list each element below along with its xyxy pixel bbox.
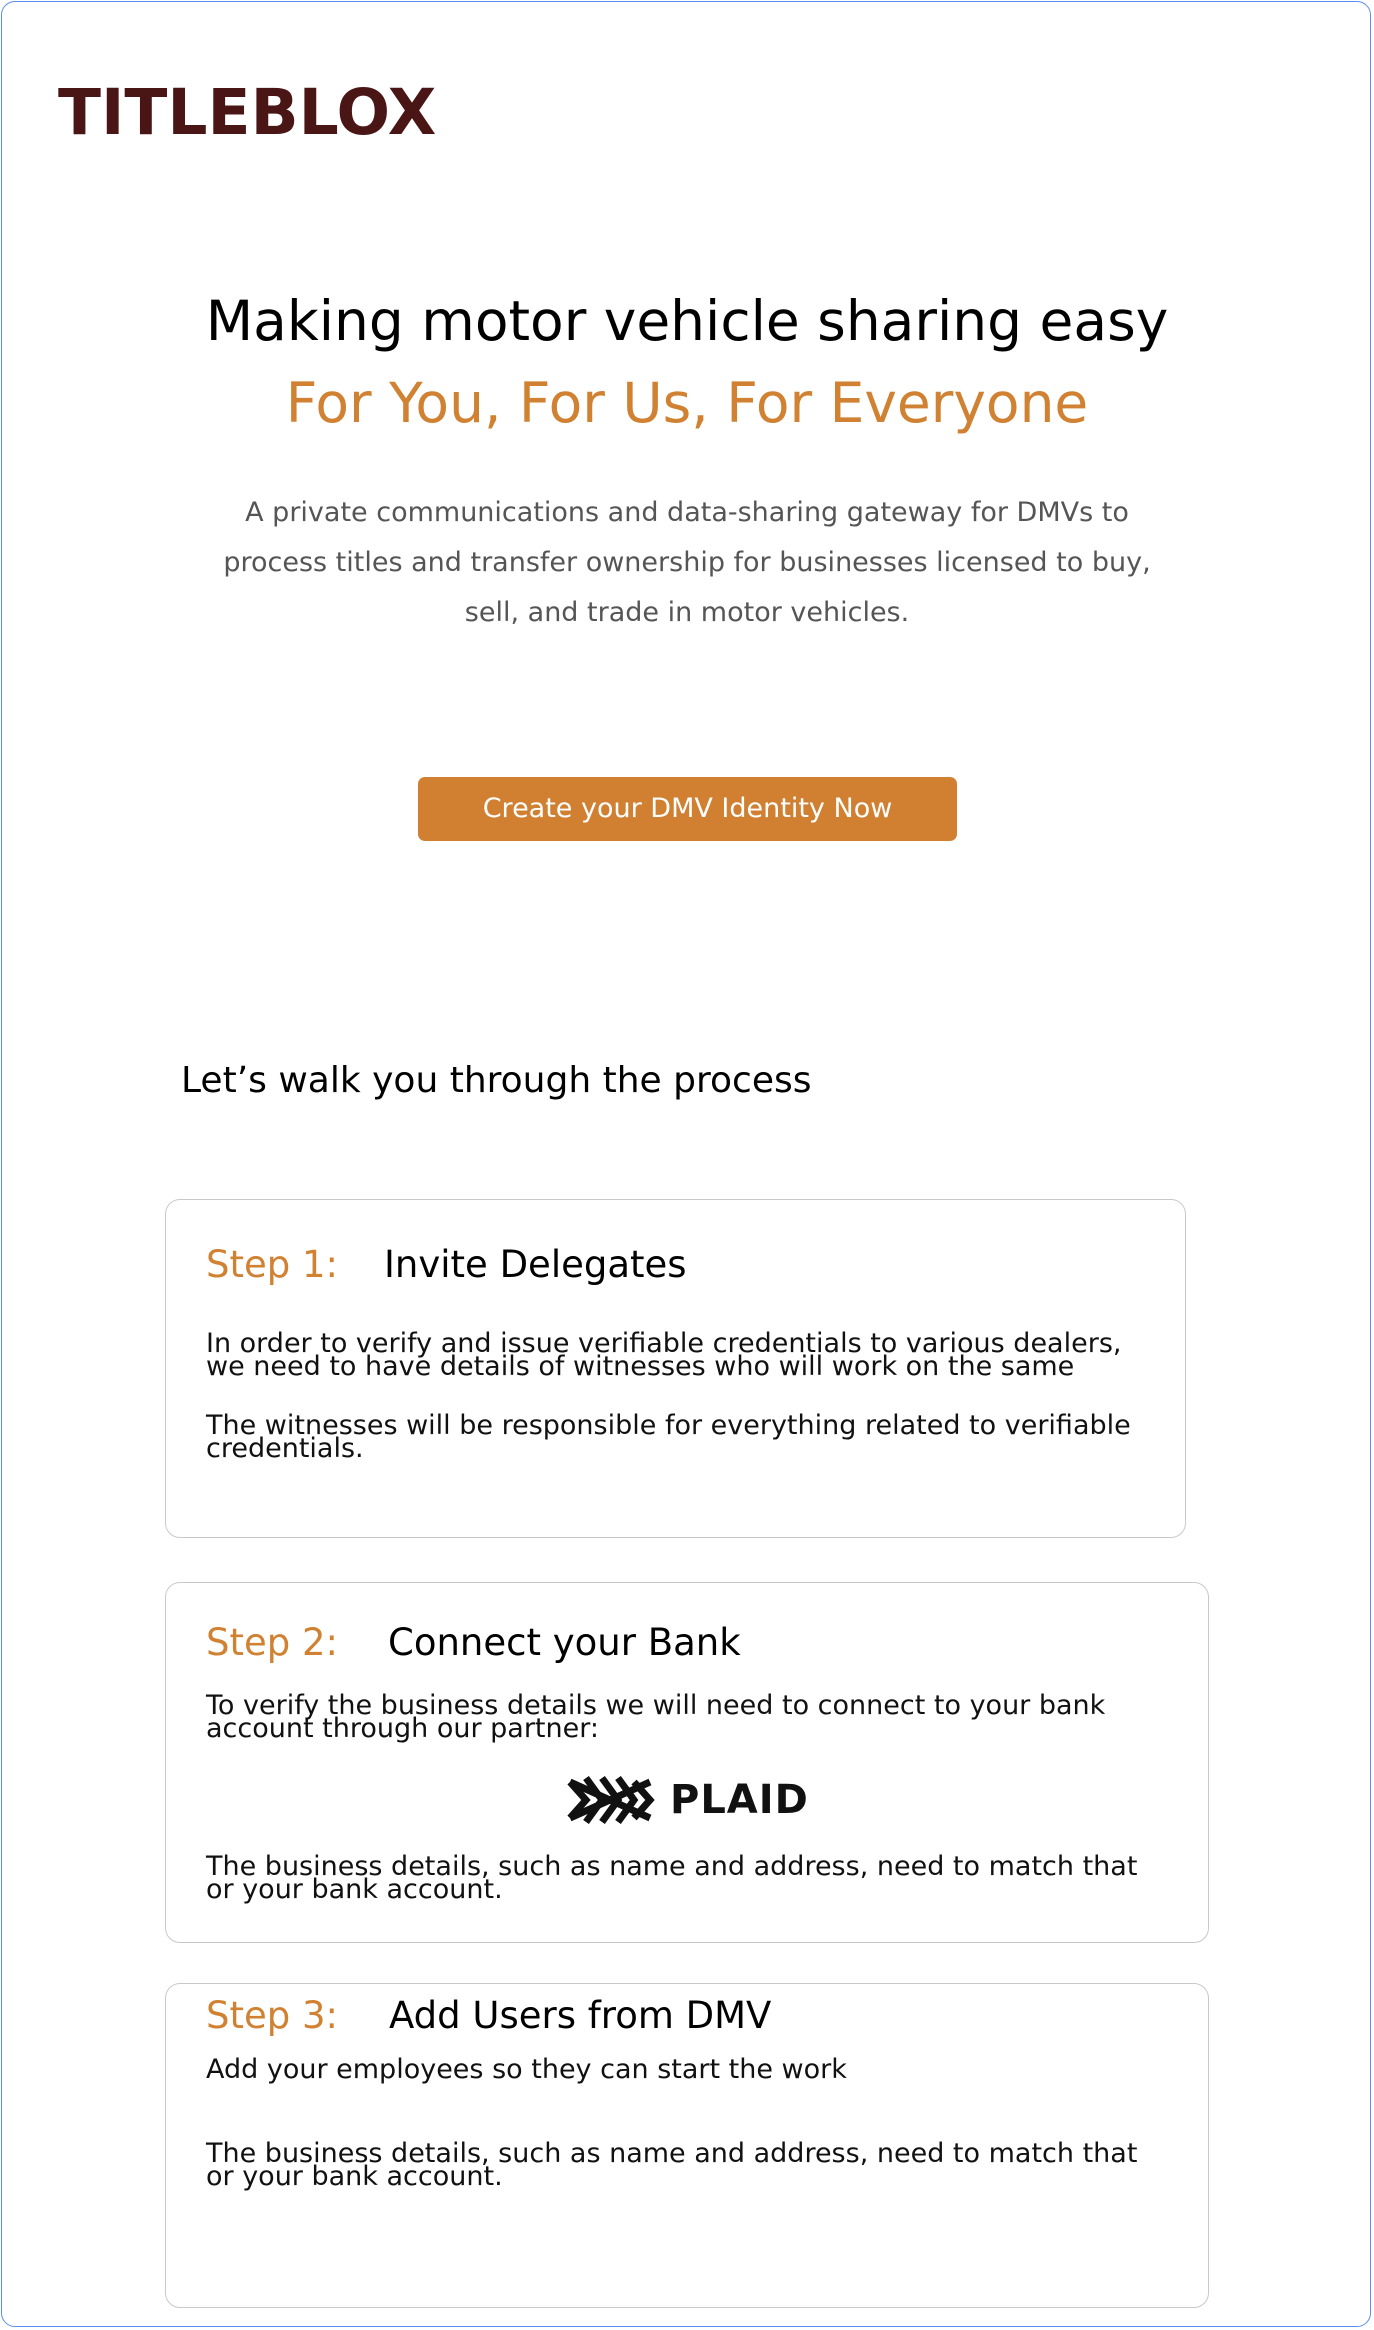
process-heading: Let’s walk you through the process: [181, 1060, 812, 1101]
step-paragraph: To verify the business details we will need to connect to your bank account through our partner:: [206, 1690, 1106, 1744]
step-paragraph: In order to verify and issue verifiable credentials to various dealers, we need to have details of witnesses who will work on the same: [206, 1328, 1122, 1382]
plaid-logo-text: PLAID: [670, 1777, 809, 1823]
step-paragraph: The business details, such as name and address, need to match that or your bank account.: [206, 2138, 1138, 2192]
step-title: Invite Delegates: [384, 1243, 687, 1286]
plaid-logo-icon: [564, 1772, 656, 1828]
plaid-partner-logo: [564, 1772, 809, 1828]
step-label: Step 2:: [206, 1621, 339, 1664]
step-title: Connect your Bank: [388, 1621, 741, 1664]
hero-title: Making motor vehicle sharing easy: [205, 289, 1169, 353]
hero-description: A private communications and data-sharing gateway for DMVs to process titles and transfer ownership for businesses licensed to buy, sell, and trade in motor vehicles.: [223, 497, 1151, 628]
brand-logo[interactable]: TITLEBLOX: [58, 76, 437, 149]
create-dmv-identity-button[interactable]: Create your DMV Identity Now: [418, 777, 957, 841]
step-paragraph: Add your employees so they can start the work: [206, 2054, 847, 2085]
step-paragraph: The witnesses will be responsible for everything related to verifiable credentials.: [206, 1410, 1131, 1464]
step-paragraph: The business details, such as name and address, need to match that or your bank account.: [206, 1851, 1138, 1905]
step-label: Step 3:: [206, 1994, 339, 2037]
hero-subtitle: For You, For Us, For Everyone: [285, 371, 1089, 435]
step-label: Step 1:: [206, 1243, 339, 1286]
step-title: Add Users from DMV: [389, 1994, 772, 2037]
